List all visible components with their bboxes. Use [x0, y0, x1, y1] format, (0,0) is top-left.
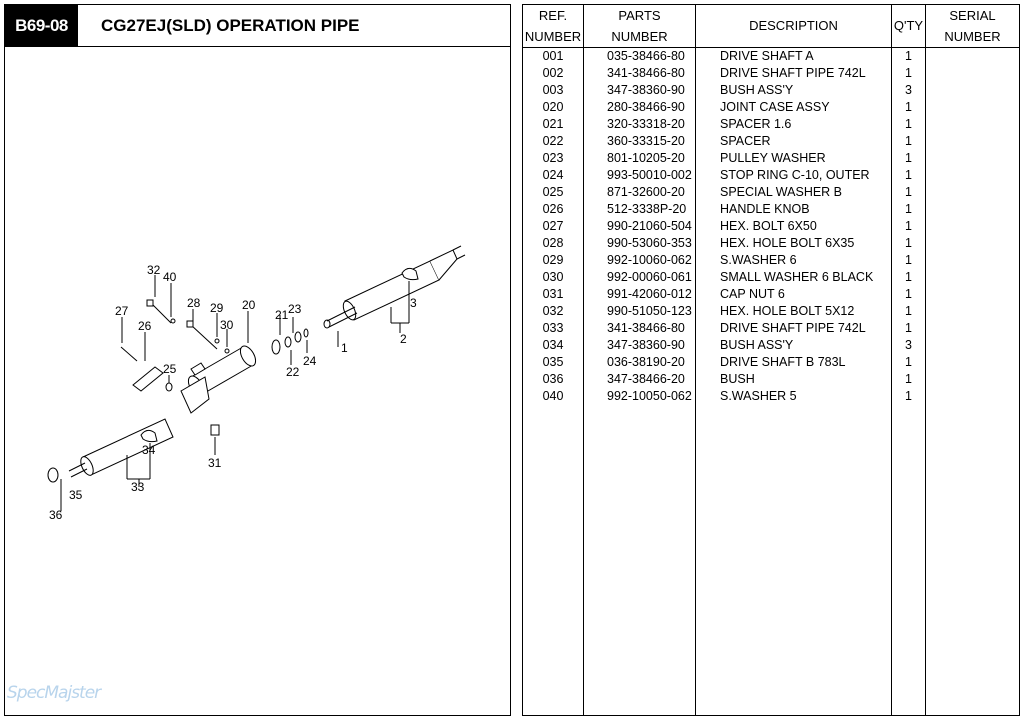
exploded-view-drawing [5, 47, 510, 715]
qty-cell: 1 [905, 134, 912, 148]
page-code-badge: B69-08 [5, 5, 78, 46]
table-row [523, 218, 1019, 235]
ref-number-cell: 001 [542, 49, 564, 63]
part-number-cell: 036-38190-20 [607, 355, 685, 369]
part-number-cell: 992-10050-062 [607, 389, 692, 403]
qty-cell: 1 [905, 185, 912, 199]
part-number-cell: 992-00060-061 [607, 270, 692, 284]
part-number-cell: 992-10060-062 [607, 253, 692, 267]
part-number-cell: 991-42060-012 [607, 287, 692, 301]
description-cell: HEX. BOLT 6X50 [720, 219, 817, 233]
callout-34: 34 [142, 443, 156, 457]
qty-cell: 1 [905, 202, 912, 216]
header-qty: Q'TY [893, 18, 924, 33]
diagram-panel [4, 4, 511, 716]
qty-cell: 1 [905, 151, 912, 165]
callout-22: 22 [286, 365, 300, 379]
header-serial-number [926, 5, 1019, 47]
table-row [523, 150, 1019, 167]
description-cell: SPACER 1.6 [720, 117, 792, 131]
table-row [523, 99, 1019, 116]
header-description: DESCRIPTION [749, 18, 838, 33]
exploded-parts-diagram [5, 47, 510, 715]
ref-number-cell: 030 [542, 270, 564, 284]
drive-shaft-pipe-upper [345, 261, 439, 320]
part-number-cell: 341-38466-80 [607, 321, 685, 335]
part-number-cell: 360-33315-20 [607, 134, 685, 148]
table-row [523, 235, 1019, 252]
qty-cell: 1 [905, 321, 912, 335]
spacer-21 [272, 340, 280, 354]
description-cell: SMALL WASHER 6 BLACK [720, 270, 874, 284]
part-number-cell: 871-32600-20 [607, 185, 685, 199]
table-row [523, 269, 1019, 286]
ref-number-cell: 034 [542, 338, 564, 352]
description-cell: JOINT CASE ASSY [720, 100, 830, 114]
ref-number-cell: 003 [542, 83, 564, 97]
qty-cell: 1 [905, 287, 912, 301]
parts-rows [523, 48, 1019, 405]
description-cell: BUSH ASS'Y [720, 83, 794, 97]
handle-knob [133, 367, 163, 391]
description-cell: HEX. HOLE BOLT 5X12 [720, 304, 855, 318]
ref-number-cell: 027 [542, 219, 564, 233]
description-cell: PULLEY WASHER [720, 151, 826, 165]
header-serial-line2: NUMBER [944, 29, 1001, 44]
header-parts-line2: NUMBER [611, 29, 668, 44]
ref-number-cell: 040 [542, 389, 564, 403]
callout-28: 28 [187, 296, 201, 310]
qty-cell: 1 [905, 219, 912, 233]
table-row [523, 82, 1019, 99]
ref-number-cell: 022 [542, 134, 564, 148]
header-ref-line2: NUMBER [524, 29, 582, 44]
qty-cell: 1 [905, 253, 912, 267]
table-row [523, 388, 1019, 405]
table-row [523, 201, 1019, 218]
qty-cell: 1 [905, 304, 912, 318]
ref-number-cell: 031 [542, 287, 564, 301]
qty-cell: 3 [905, 338, 912, 352]
callout-29: 29 [210, 301, 224, 315]
part-number-cell: 347-38360-90 [607, 83, 685, 97]
description-cell: DRIVE SHAFT A [720, 49, 814, 63]
part-number-cell: 990-51050-123 [607, 304, 692, 318]
ref-number-cell: 025 [542, 185, 564, 199]
part-number-cell: 801-10205-20 [607, 151, 685, 165]
part-number-cell: 347-38360-90 [607, 338, 685, 352]
watermark-logo: SpecMajster [7, 683, 101, 703]
table-row [523, 48, 1019, 65]
callout-32: 32 [147, 263, 161, 277]
callout-27: 27 [115, 304, 129, 318]
ref-number-cell: 033 [542, 321, 564, 335]
page-header [5, 5, 510, 47]
table-row [523, 252, 1019, 269]
part-number-cell: 347-38466-20 [607, 372, 685, 386]
ref-number-cell: 020 [542, 100, 564, 114]
callout-3: 3 [410, 296, 417, 310]
ref-number-cell: 002 [542, 66, 564, 80]
table-row [523, 133, 1019, 150]
parts-list-table [522, 4, 1020, 716]
callout-33: 33 [131, 480, 145, 494]
qty-cell: 1 [905, 372, 912, 386]
ref-number-cell: 026 [542, 202, 564, 216]
part-number-cell: 990-21060-504 [607, 219, 692, 233]
qty-cell: 1 [905, 389, 912, 403]
table-row [523, 371, 1019, 388]
bush-36 [48, 468, 58, 482]
qty-cell: 1 [905, 117, 912, 131]
ref-number-cell: 024 [542, 168, 564, 182]
drive-shaft-pipe-lower [83, 419, 173, 475]
table-row [523, 116, 1019, 133]
qty-cell: 1 [905, 100, 912, 114]
qty-cell: 1 [905, 168, 912, 182]
callout-20: 20 [242, 298, 256, 312]
ref-number-cell: 021 [542, 117, 564, 131]
qty-cell: 1 [905, 236, 912, 250]
part-number-cell: 341-38466-80 [607, 66, 685, 80]
callout-23: 23 [288, 302, 302, 316]
header-parts-line1: PARTS [618, 8, 661, 23]
description-cell: STOP RING C-10, OUTER [720, 168, 870, 182]
ref-number-cell: 028 [542, 236, 564, 250]
part-number-cell: 990-53060-353 [607, 236, 692, 250]
qty-cell: 1 [905, 355, 912, 369]
qty-cell: 1 [905, 49, 912, 63]
table-row [523, 303, 1019, 320]
ref-number-cell: 035 [542, 355, 564, 369]
header-ref-line1: REF. [538, 8, 568, 23]
callout-1: 1 [341, 341, 348, 355]
qty-cell: 3 [905, 83, 912, 97]
qty-cell: 1 [905, 66, 912, 80]
callout-30: 30 [220, 318, 234, 332]
qty-cell: 1 [905, 270, 912, 284]
part-number-cell: 993-50010-002 [607, 168, 692, 182]
description-cell: BUSH [720, 372, 755, 386]
part-number-cell: 320-33318-20 [607, 117, 685, 131]
description-cell: DRIVE SHAFT PIPE 742L [720, 321, 866, 335]
header-parts-number [584, 5, 695, 47]
description-cell: DRIVE SHAFT PIPE 742L [720, 66, 866, 80]
ref-number-cell: 023 [542, 151, 564, 165]
callout-40: 40 [163, 270, 177, 284]
description-cell: S.WASHER 5 [720, 389, 797, 403]
page-title: CG27EJ(SLD) OPERATION PIPE [101, 16, 360, 35]
table-row [523, 167, 1019, 184]
part-number-cell: 035-38466-80 [607, 49, 685, 63]
ref-number-cell: 032 [542, 304, 564, 318]
part-number-cell: 512-3338P-20 [607, 202, 687, 216]
callout-25: 25 [163, 362, 177, 376]
ref-number-cell: 029 [542, 253, 564, 267]
table-row [523, 184, 1019, 201]
callout-24: 24 [303, 354, 317, 368]
table-row [523, 354, 1019, 371]
table-row [523, 286, 1019, 303]
callout-21: 21 [275, 308, 289, 322]
table-row [523, 337, 1019, 354]
description-cell: HEX. HOLE BOLT 6X35 [720, 236, 855, 250]
header-serial-line1: SERIAL [949, 8, 996, 23]
description-cell: DRIVE SHAFT B 783L [720, 355, 846, 369]
description-cell: CAP NUT 6 [720, 287, 785, 301]
callout-2: 2 [400, 332, 407, 346]
table-row [523, 320, 1019, 337]
callout-26: 26 [138, 319, 152, 333]
callout-35: 35 [69, 488, 83, 502]
description-cell: HANDLE KNOB [720, 202, 810, 216]
header-ref-number [523, 5, 583, 47]
part-number-cell: 280-38466-90 [607, 100, 685, 114]
description-cell: BUSH ASS'Y [720, 338, 794, 352]
table-row [523, 65, 1019, 82]
callout-36: 36 [49, 508, 63, 522]
description-cell: SPACER [720, 134, 771, 148]
description-cell: S.WASHER 6 [720, 253, 797, 267]
description-cell: SPECIAL WASHER B [720, 185, 843, 199]
ref-number-cell: 036 [542, 372, 564, 386]
callout-31: 31 [208, 456, 222, 470]
